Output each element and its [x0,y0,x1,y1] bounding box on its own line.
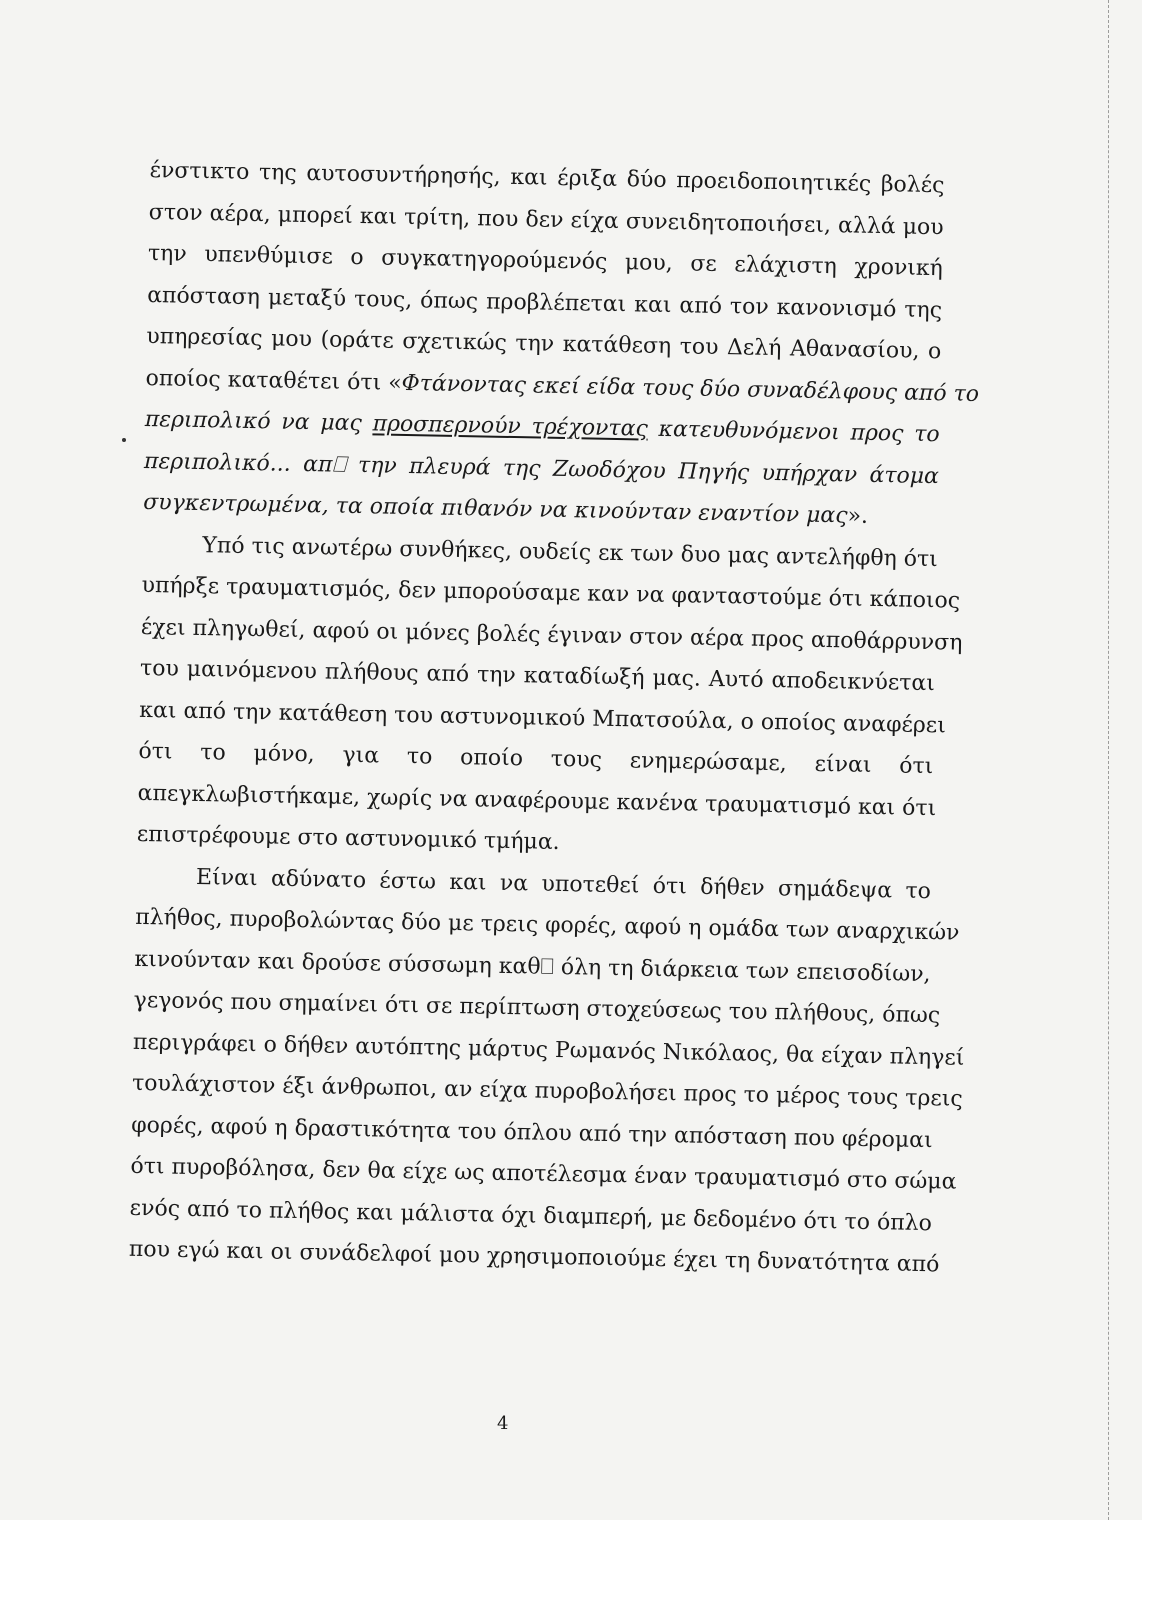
text-line: απόσταση μεταξύ τους, όπως προβλέπεται και από τον κανονισμό της [146,282,943,323]
text-line: του μαινόμενου πλήθους από την καταδίωξή μας. Αυτό αποδεικνύεται [139,655,936,697]
text-line: στον αέρα, μπορεί και τρίτη, που δεν είχα συνειδητοποιήσει, αλλά μου [148,199,944,240]
underlined-phrase: προσπερνούν τρέχοντας [372,411,649,442]
paragraph-first-line: Είναι αδύνατο έστω και να υποτεθεί ότι δήθεν σημάδεψα το [195,864,932,904]
scan-speck [122,438,126,442]
quoted-testimony: συγκεντρωμένα, τα οποία πιθανόν να κινούνταν εναντίον μας [142,489,848,529]
text-line: απεγκλωβιστήκαμε, χωρίς να αναφέρουμε κανένα τραυματισμό και ότι [137,780,937,821]
text-line: έχει πληγωθεί, αφού οι μόνες βολές έγιναν στον αέρα προς αποθάρρυνση [140,614,963,656]
text-line: υπηρεσίας μου (οράτε σχετικώς την κατάθεση του Δελή Αθανασίου, ο [146,323,942,365]
document-body [128,150,980,1286]
page-number: 4 [497,1413,509,1434]
text-line: περιγράφει ο δήθεν αυτόπτης μάρτυς Ρωμανός Νικόλαος, θα είχαν πληγεί [132,1029,965,1071]
paragraph-first-line: Υπό τις ανωτέρω συνθήκες, ουδείς εκ των δυο μας αντελήφθη ότι [202,532,939,572]
text-line: γεγονός που σημαίνει ότι σε περίπτωση στοχεύσεως του πλήθους, όπως [133,987,941,1029]
text-run: ». [847,503,869,529]
text-line: την υπενθύμισε ο συγκατηγορούμενός μου, σε ελάχιστη χρονική [147,240,944,282]
quoted-testimony: Φτάνοντας εκεί είδα τους δύο συναδέλφους από το [401,370,980,407]
text-line: φορές, αφού η δραστικότητα του όπλου από την απόσταση που φέρομαι [131,1112,933,1153]
text-line: ενός από το πλήθος και μάλιστα όχι διαμπερή, με δεδομένο ότι το όπλο [129,1195,933,1236]
text-line: ότι το μόνο, για το οποίο τους ενημερώσαμε, είναι ότι [138,738,934,780]
text-run: οποίος καταθέτει ότι « [145,365,402,396]
text-line: ότι πυροβόλησα, δεν θα είχε ως αποτέλεσμα έναν τραυματισμό στο σώμα [130,1153,957,1195]
quoted-testimony: κατευθυνόμενοι προς το [647,416,940,448]
text-line: και από την κατάθεση του αστυνομικού Μπατσούλα, ο οποίος αναφέρει [139,697,947,738]
text-line: που εγώ και οι συνάδελφοί μου χρησιμοποιούμε έχει τη δυνατότητα από [128,1236,940,1278]
text-line: ένστικτο της αυτοσυντήρησής, και έριξα δύο προειδοποιητικές βολές [149,157,945,199]
text-line: επιστρέφουμε στο αστυνομικό τμήμα. [136,821,560,855]
text-line: τουλάχιστον έξι άνθρωποι, αν είχα πυροβολήσει προς το μέρος τους τρεις [131,1070,963,1112]
text-line: υπήρξε τραυματισμός, δεν μπορούσαμε καν να φανταστούμε ότι κάποιος [141,572,961,614]
scan-margin-line [1108,0,1109,1520]
text-line: πλήθος, πυροβολώντας δύο με τρεις φορές, αφού η ομάδα των αναρχικών [135,904,960,946]
quoted-testimony: περιπολικό να μας [144,406,373,437]
text-line: περιπολικό... απ⎕ την πλευρά της Ζωοδόχου Πηγής υπήρχαν άτομα [143,448,940,489]
text-line: κινούνταν και δρούσε σύσσωμη καθ⎕ όλη τη διάρκεια των επεισοδίων, [134,946,931,987]
